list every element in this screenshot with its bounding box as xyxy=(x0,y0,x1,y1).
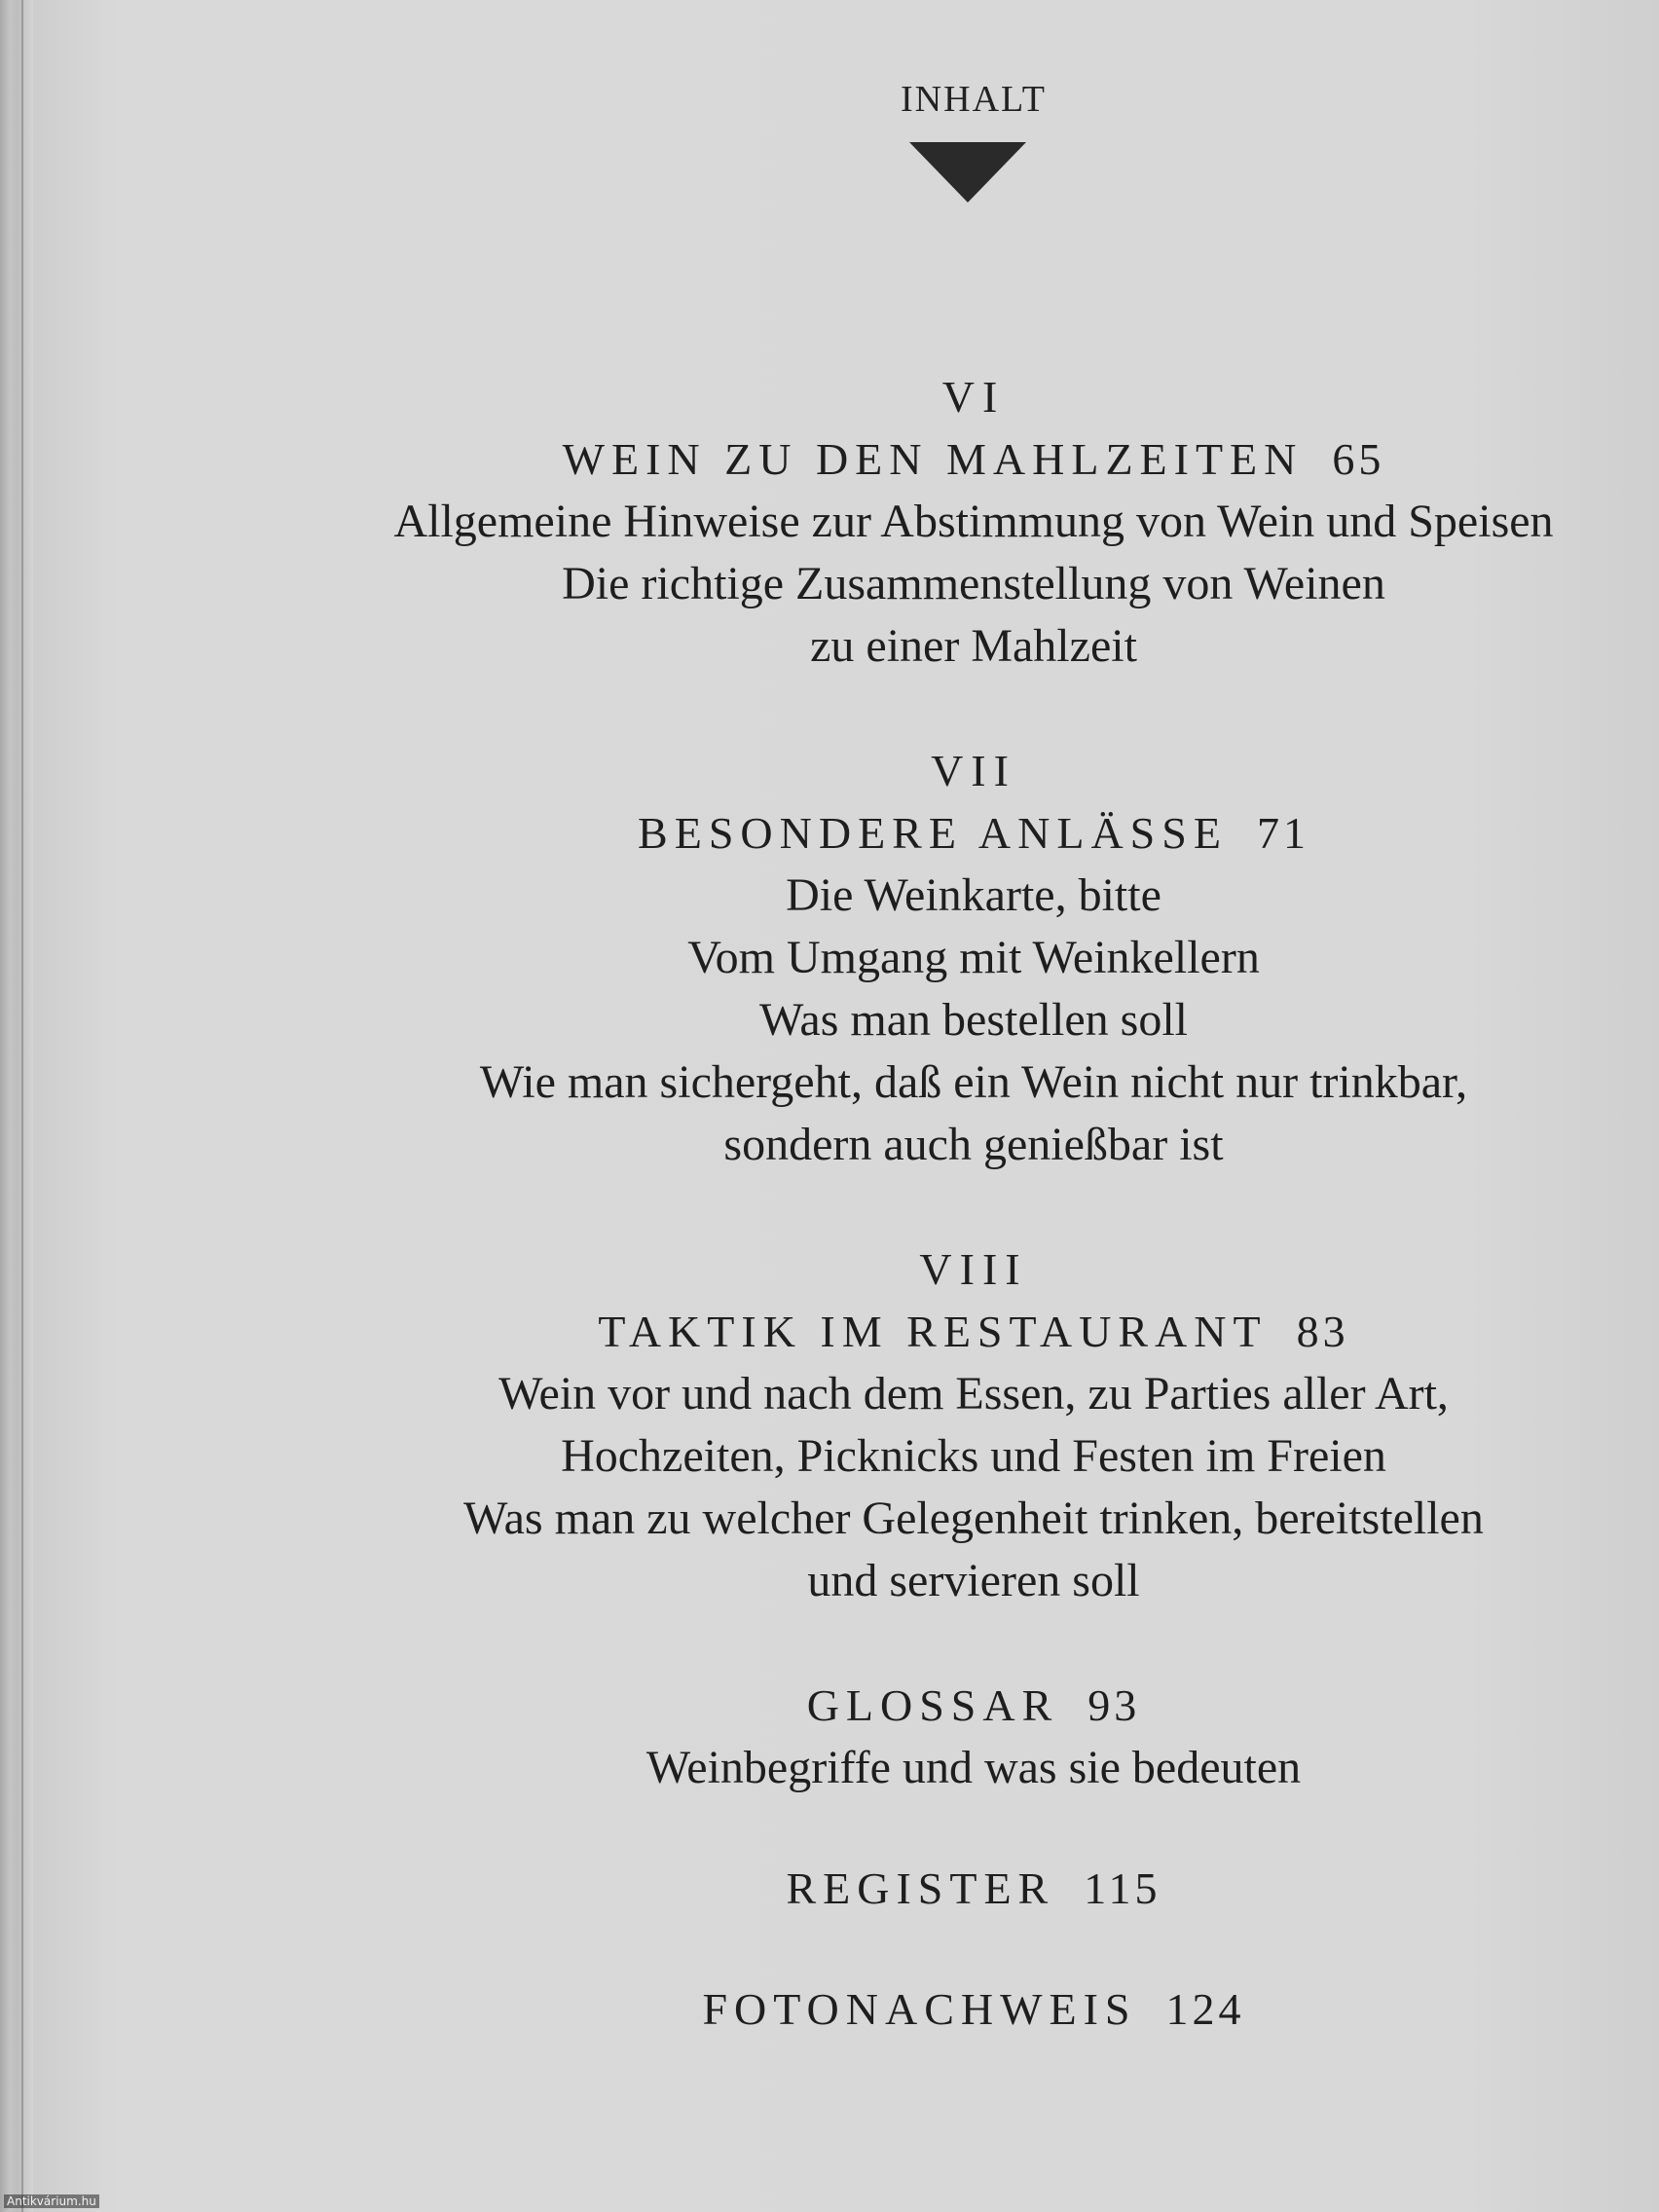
section-title: GLOSSAR xyxy=(806,1680,1059,1730)
section-title: BESONDERE ANLÄSSE xyxy=(638,808,1228,858)
section-heading xyxy=(292,1978,1655,2041)
section-page-number: 115 xyxy=(1084,1863,1161,1913)
section-numeral: VII xyxy=(931,746,1016,795)
toc-section-fotonachweis xyxy=(292,1978,1655,2041)
toc-section-vii xyxy=(292,740,1655,1176)
section-title: WEIN ZU DEN MAHLZEITEN xyxy=(562,434,1304,484)
section-heading xyxy=(292,1675,1655,1737)
section-page-number: 124 xyxy=(1165,1984,1245,2034)
section-page-number: 93 xyxy=(1088,1680,1141,1730)
section-heading xyxy=(292,802,1655,865)
table-of-contents xyxy=(292,0,1655,2212)
section-line: und servieren soll xyxy=(807,1555,1140,1606)
section-page-number: 65 xyxy=(1332,434,1385,484)
section-line: Hochzeiten, Picknicks und Festen im Freien xyxy=(561,1430,1386,1482)
section-page-number: 83 xyxy=(1296,1307,1349,1356)
section-title: FOTONACHWEIS xyxy=(702,1984,1137,2034)
section-heading xyxy=(292,428,1655,491)
spine-line xyxy=(21,0,23,2212)
toc-section-glossar xyxy=(292,1675,1655,1799)
section-line: Was man bestellen soll xyxy=(758,994,1189,1046)
section-line: Weinbegriffe und was sie bedeuten xyxy=(645,1742,1302,1793)
toc-section-viii xyxy=(292,1238,1655,1612)
section-line: Allgemeine Hinweise zur Abstimmung von Wein und Speisen xyxy=(393,496,1554,547)
section-page-number: 71 xyxy=(1256,808,1309,858)
section-line: Vom Umgang mit Weinkellern xyxy=(687,932,1260,983)
watermark-text: Antikvárium.hu xyxy=(4,2194,99,2208)
section-line: Die richtige Zusammenstellung von Weinen xyxy=(562,558,1385,609)
down-triangle-icon xyxy=(909,142,1026,203)
section-numeral: VI xyxy=(941,372,1006,422)
section-heading xyxy=(292,1858,1655,1920)
contents-header: INHALT xyxy=(901,79,1047,120)
page-spine-edge xyxy=(0,0,33,2212)
toc-section-vi xyxy=(292,366,1655,678)
section-line: Was man zu welcher Gelegenheit trinken, bereitstellen xyxy=(463,1493,1484,1544)
section-title: REGISTER xyxy=(786,1863,1055,1913)
section-line: sondern auch genießbar ist xyxy=(723,1119,1224,1170)
section-line: Wie man sichergeht, daß ein Wein nicht nur trinkbar, xyxy=(479,1056,1468,1108)
section-title: TAKTIK IM RESTAURANT xyxy=(598,1307,1268,1356)
section-heading xyxy=(292,1301,1655,1363)
section-line: Die Weinkarte, bitte xyxy=(786,869,1161,921)
toc-section-register xyxy=(292,1858,1655,1920)
section-line: zu einer Mahlzeit xyxy=(810,620,1137,672)
section-numeral: VIII xyxy=(919,1244,1028,1294)
section-line: Wein vor und nach dem Essen, zu Parties aller Art, xyxy=(498,1368,1449,1419)
